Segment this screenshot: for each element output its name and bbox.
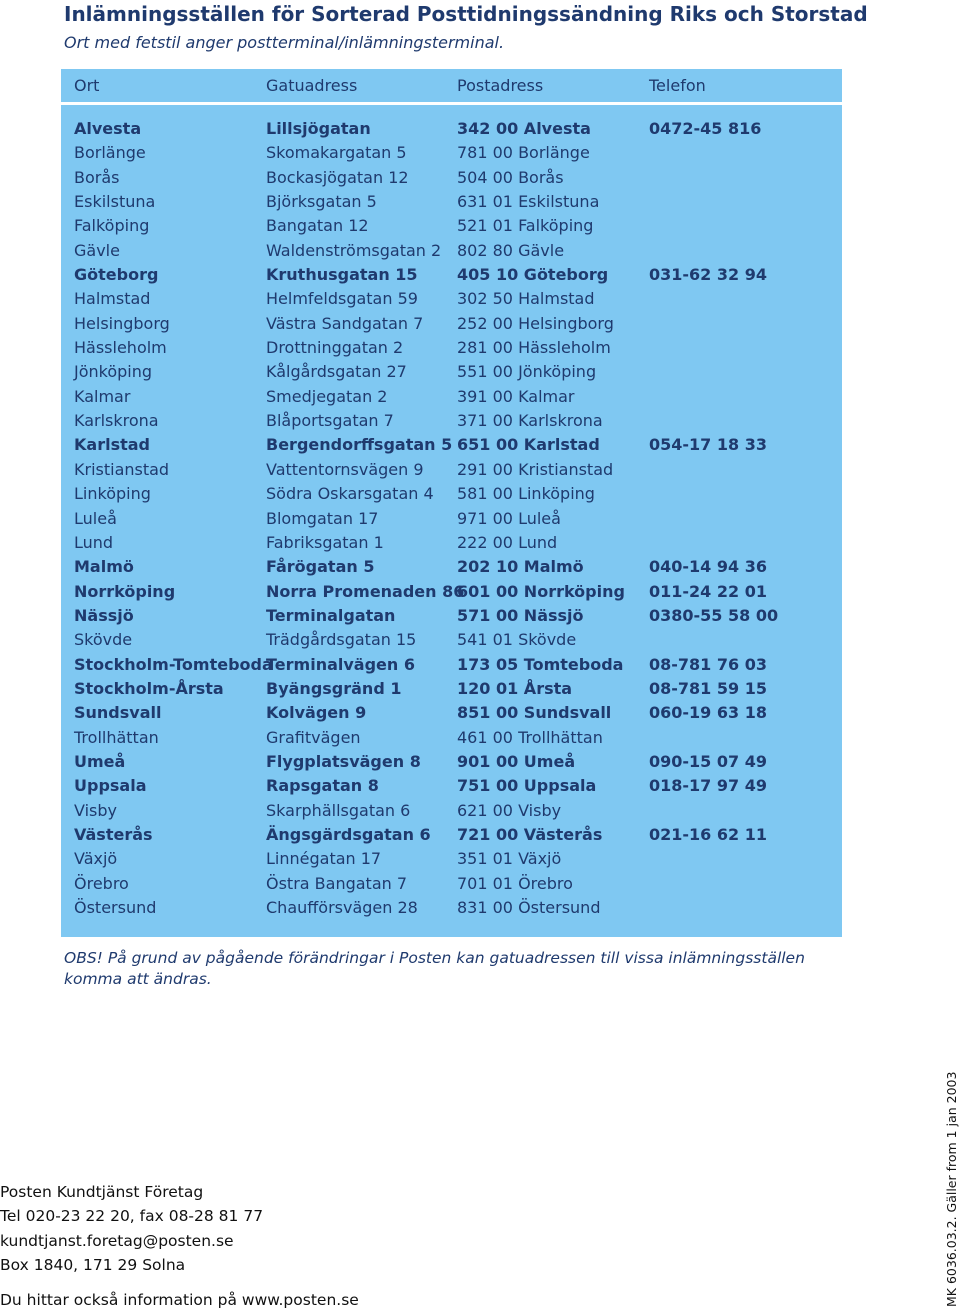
cell-gatuadress: Smedjegatan 2 <box>266 386 388 406</box>
cell-ort: Linköping <box>74 484 151 504</box>
cell-postadress: 504 00 Borås <box>457 167 564 187</box>
cell-gatuadress: Terminalvägen 6 <box>266 654 415 674</box>
table-row <box>61 263 842 287</box>
cell-ort: Luleå <box>74 508 117 528</box>
cell-postadress: 202 10 Malmö <box>457 557 584 577</box>
cell-gatuadress: Bockasjögatan 12 <box>266 167 409 187</box>
cell-postadress: 461 00 Trollhättan <box>457 727 603 747</box>
cell-gatuadress: Södra Oskarsgatan 4 <box>266 484 434 504</box>
cell-gatuadress: Kålgårdsgatan 27 <box>266 362 407 382</box>
cell-gatuadress: Byängsgränd 1 <box>266 678 402 698</box>
table-row <box>61 409 842 433</box>
cell-postadress: 831 00 Östersund <box>457 898 601 917</box>
table-row <box>61 580 842 604</box>
cell-ort: Alvesta <box>74 119 142 138</box>
cell-gatuadress: Kruthusgatan 15 <box>266 265 418 285</box>
cell-gatuadress: Chaufförsvägen 28 <box>266 898 418 917</box>
cell-postadress: 621 00 Visby <box>457 800 562 820</box>
cell-ort: Skövde <box>74 630 133 650</box>
table-row <box>61 507 842 531</box>
cell-gatuadress: Björksgatan 5 <box>266 192 377 212</box>
table-row <box>61 628 842 652</box>
cell-ort: Västerås <box>74 824 153 844</box>
cell-telefon: 08-781 76 03 <box>649 654 767 674</box>
table-row <box>61 555 842 579</box>
table-row <box>61 190 842 214</box>
table-row <box>61 823 842 847</box>
cell-gatuadress: Linnégatan 17 <box>266 849 382 869</box>
cell-telefon: 011-24 22 01 <box>649 581 767 601</box>
cell-postadress: 291 00 Kristianstad <box>457 459 614 479</box>
cell-gatuadress: Vattentornsvägen 9 <box>266 459 424 479</box>
cell-ort: Göteborg <box>74 265 159 285</box>
cell-postadress: 601 00 Norrköping <box>457 581 625 601</box>
cell-ort: Umeå <box>74 751 126 771</box>
cell-postadress: 351 01 Växjö <box>457 849 562 869</box>
table-row <box>61 604 842 628</box>
cell-ort: Malmö <box>74 557 134 577</box>
cell-postadress: 541 01 Skövde <box>457 630 577 650</box>
cell-ort: Uppsala <box>74 776 147 796</box>
notice-text: OBS! På grund av pågående förändringar i Posten kan gatuadressen till vissa inlämningsställen komma att ändras. <box>64 949 805 988</box>
cell-ort: Stockholm-Tomteboda <box>74 654 273 674</box>
cell-telefon: 08-781 59 15 <box>649 678 767 698</box>
table-row <box>61 385 842 409</box>
locations-table <box>61 69 842 937</box>
cell-gatuadress: Skomakargatan 5 <box>266 143 407 163</box>
cell-gatuadress: Östra Bangatan 7 <box>266 873 408 893</box>
cell-postadress: 302 50 Halmstad <box>457 289 595 309</box>
cell-gatuadress: Terminalgatan <box>266 605 396 625</box>
table-row <box>61 166 842 190</box>
contact-block <box>0 1180 263 1278</box>
cell-postadress: 781 00 Borlänge <box>457 143 590 163</box>
cell-telefon: 018-17 97 49 <box>649 776 767 796</box>
cell-gatuadress: Fabriksgatan 1 <box>266 532 384 552</box>
cell-ort: Sundsvall <box>74 703 162 723</box>
cell-ort: Borlänge <box>74 143 146 163</box>
table-row <box>61 482 842 506</box>
cell-telefon: 090-15 07 49 <box>649 751 767 771</box>
cell-postadress: 173 05 Tomteboda <box>457 654 624 674</box>
cell-postadress: 901 00 Umeå <box>457 751 576 771</box>
cell-ort: Halmstad <box>74 289 151 309</box>
cell-ort: Kalmar <box>74 386 131 406</box>
cell-postadress: 802 80 Gävle <box>457 240 565 260</box>
header-ort: Ort <box>74 76 100 95</box>
cell-ort: Lund <box>74 532 114 552</box>
cell-postadress: 342 00 Alvesta <box>457 119 591 138</box>
cell-gatuadress: Helmfeldsgatan 59 <box>266 289 418 309</box>
cell-postadress: 971 00 Luleå <box>457 508 561 528</box>
cell-ort: Örebro <box>74 873 129 893</box>
cell-telefon: 021-16 62 11 <box>649 824 767 844</box>
footer-info-link[interactable]: Du hittar också information på www.posten.se <box>0 1291 359 1309</box>
cell-postadress: 631 01 Eskilstuna <box>457 192 600 212</box>
table-row <box>61 287 842 311</box>
cell-ort: Falköping <box>74 216 150 236</box>
table-row <box>61 872 842 896</box>
cell-ort: Karlstad <box>74 435 150 455</box>
cell-ort: Nässjö <box>74 605 134 625</box>
cell-ort: Gävle <box>74 240 120 260</box>
cell-ort: Borås <box>74 167 120 187</box>
cell-gatuadress: Norra Promenaden 86 <box>266 581 465 601</box>
cell-gatuadress: Fårögatan 5 <box>266 557 375 577</box>
cell-telefon: 040-14 94 36 <box>649 557 767 577</box>
contact-phone: Tel 020-23 22 20, fax 08-28 81 77 <box>0 1207 264 1226</box>
cell-gatuadress: Lillsjögatan <box>266 119 371 138</box>
cell-gatuadress: Bangatan 12 <box>266 216 369 236</box>
cell-postadress: 851 00 Sundsvall <box>457 703 612 723</box>
cell-ort: Växjö <box>74 849 118 869</box>
table-header <box>61 69 842 102</box>
cell-telefon: 060-19 63 18 <box>649 703 767 723</box>
cell-postadress: 701 01 Örebro <box>457 873 573 893</box>
contact-address: Box 1840, 171 29 Solna <box>0 1256 186 1275</box>
table-row <box>61 896 842 920</box>
cell-ort: Kristianstad <box>74 459 170 479</box>
table-row <box>61 458 842 482</box>
table-row <box>61 360 842 384</box>
cell-postadress: 252 00 Helsingborg <box>457 313 614 333</box>
cell-telefon: 0380-55 58 00 <box>649 605 779 625</box>
cell-gatuadress: Flygplatsvägen 8 <box>266 751 421 771</box>
cell-gatuadress: Bergendorffsgatan 5 <box>266 435 453 455</box>
cell-postadress: 281 00 Hässleholm <box>457 338 611 358</box>
cell-ort: Karlskrona <box>74 411 159 431</box>
cell-telefon: 0472-45 816 <box>649 119 762 138</box>
cell-ort: Östersund <box>74 898 157 917</box>
table-row <box>61 677 842 701</box>
table-row <box>61 799 842 823</box>
table-row <box>61 774 842 798</box>
table-row <box>61 239 842 263</box>
table-row <box>61 312 842 336</box>
cell-postadress: 651 00 Karlstad <box>457 435 600 455</box>
table-row <box>61 726 842 750</box>
table-row <box>61 214 842 238</box>
cell-ort: Stockholm-Årsta <box>74 678 224 698</box>
cell-postadress: 391 00 Kalmar <box>457 386 575 406</box>
document-code: MK 6036.03.2. Gäller from 1 jan 2003 <box>944 1071 959 1307</box>
table-row <box>61 653 842 677</box>
cell-postadress: 371 00 Karlskrona <box>457 411 603 431</box>
table-row <box>61 531 842 555</box>
header-telefon: Telefon <box>649 76 706 95</box>
cell-postadress: 551 00 Jönköping <box>457 362 597 382</box>
cell-gatuadress: Waldenströmsgatan 2 <box>266 240 442 260</box>
cell-postadress: 721 00 Västerås <box>457 824 603 844</box>
cell-ort: Trollhättan <box>74 727 159 747</box>
header-gatuadress: Gatuadress <box>266 76 358 95</box>
cell-postadress: 751 00 Uppsala <box>457 776 597 796</box>
cell-gatuadress: Ängsgärdsgatan 6 <box>266 824 431 844</box>
cell-postadress: 120 01 Årsta <box>457 678 573 698</box>
cell-telefon: 031-62 32 94 <box>649 265 767 285</box>
table-row <box>61 847 842 871</box>
cell-ort: Helsingborg <box>74 313 170 333</box>
cell-gatuadress: Trädgårdsgatan 15 <box>266 630 417 650</box>
cell-gatuadress: Skarphällsgatan 6 <box>266 800 411 820</box>
table-row <box>61 336 842 360</box>
table-row <box>61 141 842 165</box>
cell-postadress: 581 00 Linköping <box>457 484 595 504</box>
cell-ort: Visby <box>74 800 117 820</box>
cell-ort: Hässleholm <box>74 338 167 358</box>
cell-gatuadress: Blåportsgatan 7 <box>266 411 394 431</box>
cell-ort: Norrköping <box>74 581 176 601</box>
cell-gatuadress: Västra Sandgatan 7 <box>266 313 424 333</box>
cell-gatuadress: Drottninggatan 2 <box>266 338 404 358</box>
cell-telefon: 054-17 18 33 <box>649 435 767 455</box>
cell-postadress: 521 01 Falköping <box>457 216 594 236</box>
table-row <box>61 117 842 141</box>
cell-gatuadress: Grafitvägen <box>266 727 361 747</box>
cell-postadress: 405 10 Göteborg <box>457 265 609 285</box>
cell-gatuadress: Kolvägen 9 <box>266 703 367 723</box>
table-body <box>61 105 842 937</box>
cell-gatuadress: Rapsgatan 8 <box>266 776 379 796</box>
page-heading: Inlämningsställen för Sorterad Posttidningssändning Riks och Storstad <box>64 2 868 26</box>
contact-name: Posten Kundtjänst Företag <box>0 1183 204 1201</box>
page-subheading: Ort med fetstil anger postterminal/inlämningsterminal. <box>64 33 505 52</box>
contact-email[interactable]: kundtjanst.foretag@posten.se <box>0 1231 234 1250</box>
cell-gatuadress: Blomgatan 17 <box>266 508 379 528</box>
header-postadress: Postadress <box>457 76 544 95</box>
cell-postadress: 222 00 Lund <box>457 532 558 552</box>
table-row <box>61 433 842 457</box>
cell-postadress: 571 00 Nässjö <box>457 605 584 625</box>
table-row <box>61 750 842 774</box>
cell-ort: Eskilstuna <box>74 192 156 212</box>
table-row <box>61 701 842 725</box>
cell-ort: Jönköping <box>74 362 153 382</box>
